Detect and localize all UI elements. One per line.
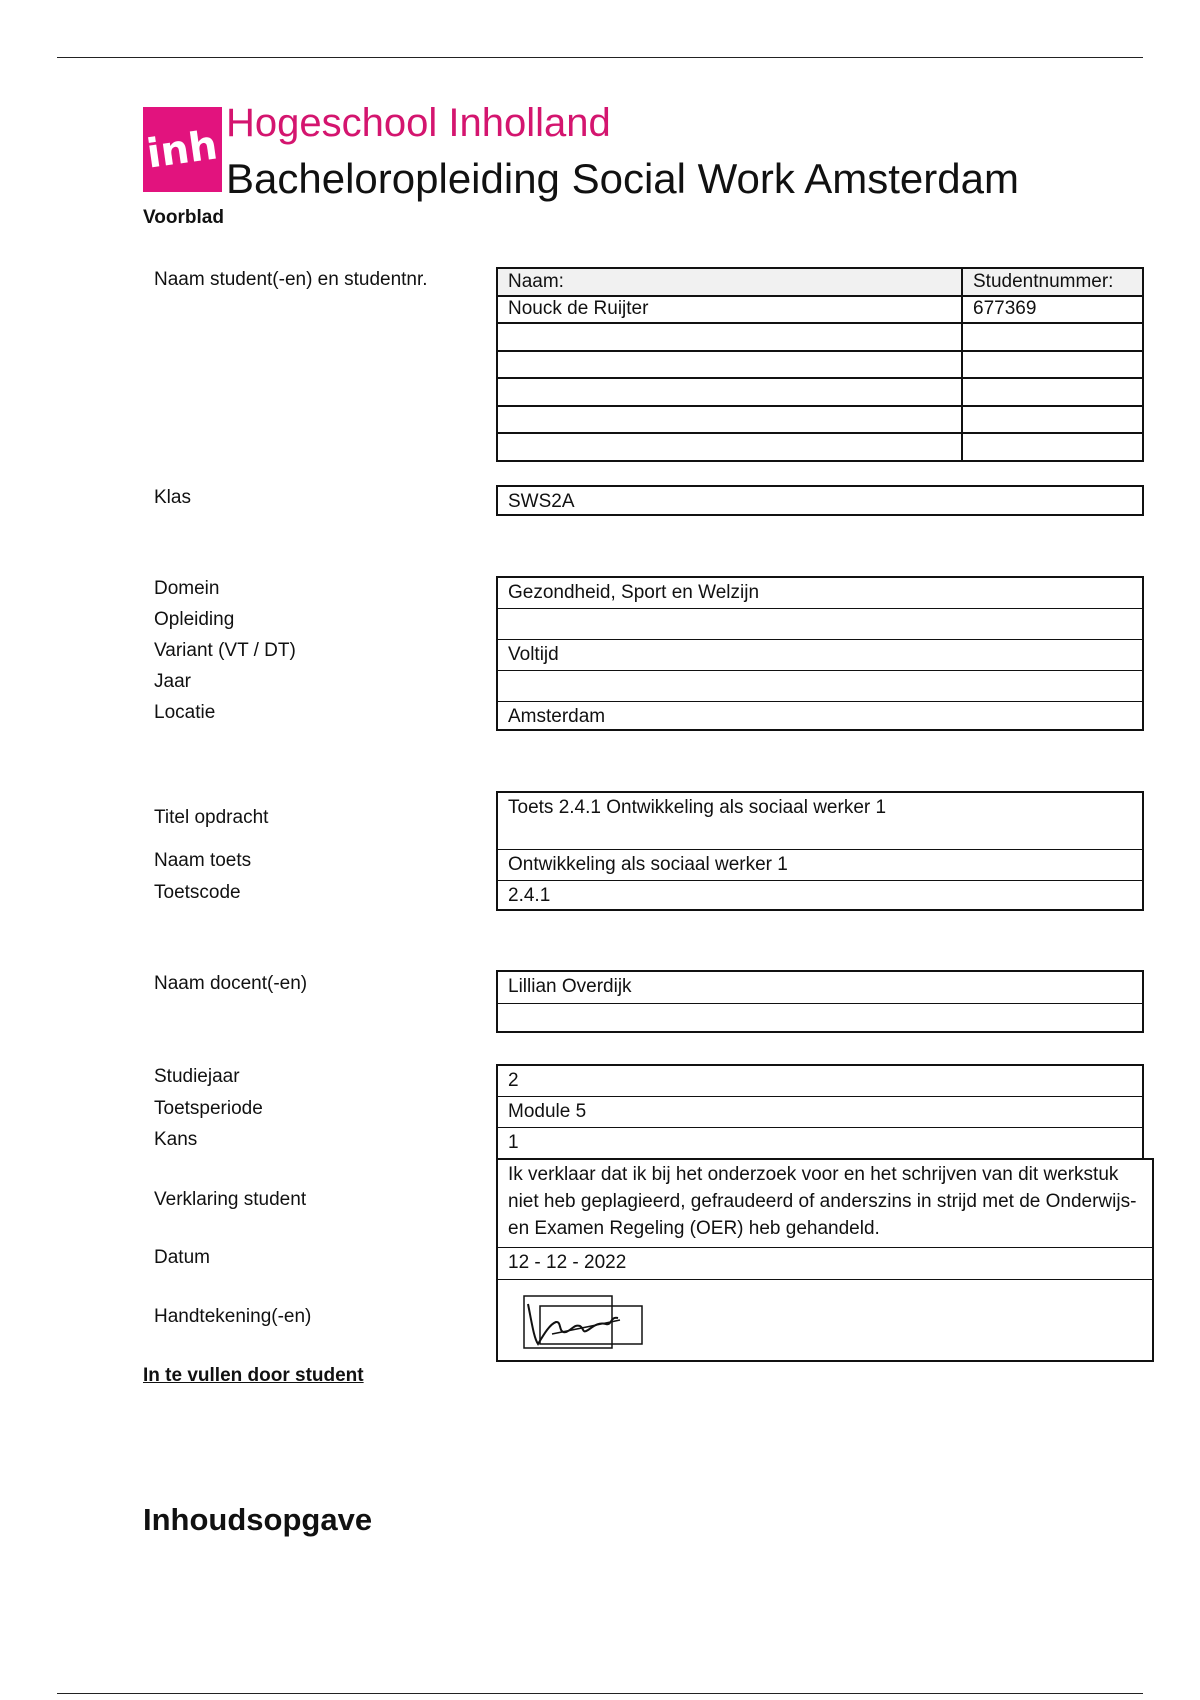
school-name: Hogeschool Inholland — [226, 101, 611, 145]
label-handtekening: Handtekening(-en) — [154, 1306, 312, 1327]
label-verklaring: Verklaring student — [154, 1189, 307, 1210]
table-row — [497, 296, 1143, 324]
naam-toets-field[interactable]: Ontwikkeling als sociaal werker 1 — [498, 850, 1142, 881]
label-kans: Kans — [154, 1129, 198, 1150]
student-name-cell[interactable] — [497, 433, 962, 461]
opleiding-field[interactable] — [498, 609, 1142, 640]
student-number-cell[interactable] — [962, 351, 1143, 379]
student-name-cell[interactable] — [497, 351, 962, 379]
student-number-cell[interactable] — [962, 378, 1143, 406]
header-studentnummer: Studentnummer: — [962, 268, 1143, 296]
students-table — [496, 267, 1144, 462]
student-number-cell[interactable] — [962, 323, 1143, 351]
table-row — [497, 378, 1143, 406]
student-name-cell[interactable] — [497, 378, 962, 406]
declaration-box — [496, 1158, 1154, 1362]
label-jaar: Jaar — [154, 671, 191, 692]
label-titel: Titel opdracht — [154, 807, 269, 828]
assignment-box — [496, 791, 1144, 911]
toetscode-field[interactable]: 2.4.1 — [508, 885, 551, 906]
label-variant: Variant (VT / DT) — [154, 640, 296, 661]
label-opleiding: Opleiding — [154, 609, 235, 630]
label-domein: Domein — [154, 578, 220, 599]
docent-field-1[interactable]: Lillian Overdijk — [498, 972, 1142, 1004]
table-row — [497, 433, 1143, 461]
titel-field[interactable]: Toets 2.4.1 Ontwikkeling als sociaal werker 1 — [498, 793, 1142, 850]
top-rule — [57, 57, 1143, 58]
klas-box — [496, 485, 1144, 516]
label-datum: Datum — [154, 1247, 210, 1268]
student-name-cell[interactable] — [497, 323, 962, 351]
signature-image — [522, 1294, 647, 1352]
student-name-cell[interactable]: Nouck de Ruijter — [497, 296, 962, 324]
section-label: Voorblad — [143, 207, 224, 228]
student-number-cell[interactable] — [962, 433, 1143, 461]
table-row — [497, 406, 1143, 434]
label-klas: Klas — [154, 487, 191, 508]
logo-text: inh — [144, 122, 221, 178]
locatie-field[interactable]: Amsterdam — [508, 706, 606, 727]
header-naam: Naam: — [497, 268, 962, 296]
docent-field-2[interactable] — [498, 1004, 1142, 1033]
program-name: Bacheloropleiding Social Work Amsterdam — [226, 155, 1019, 202]
fill-in-note: In te vullen door student — [143, 1365, 364, 1386]
table-header-row — [497, 268, 1143, 296]
table-row — [497, 323, 1143, 351]
student-number-cell[interactable] — [962, 406, 1143, 434]
klas-field[interactable]: SWS2A — [508, 491, 575, 512]
docent-box — [496, 970, 1144, 1033]
period-box — [496, 1064, 1144, 1160]
label-toetscode: Toetscode — [154, 882, 241, 903]
label-students: Naam student(-en) en studentnr. — [154, 269, 428, 290]
variant-field[interactable]: Voltijd — [498, 640, 1142, 671]
jaar-field[interactable] — [498, 671, 1142, 702]
datum-field[interactable]: 12 - 12 - 2022 — [498, 1248, 1152, 1280]
table-row — [497, 351, 1143, 379]
label-docent: Naam docent(-en) — [154, 973, 308, 994]
kans-field[interactable]: 1 — [508, 1132, 519, 1153]
label-naam-toets: Naam toets — [154, 850, 252, 871]
domein-field[interactable]: Gezondheid, Sport en Welzijn — [498, 578, 1142, 609]
inholland-logo — [143, 107, 222, 192]
student-name-cell[interactable] — [497, 406, 962, 434]
program-info-box — [496, 576, 1144, 731]
label-locatie: Locatie — [154, 702, 216, 723]
toetsperiode-field[interactable]: Module 5 — [498, 1097, 1142, 1128]
student-number-cell[interactable]: 677369 — [962, 296, 1143, 324]
verklaring-text: Ik verklaar dat ik bij het onderzoek voor en het schrijven van dit werkstuk niet heb geplagieerd, gefraudeerd of anderszins in strijd met de Onderwijs- en Examen Regeling (OER) heb gehandeld. — [498, 1160, 1152, 1248]
label-studiejaar: Studiejaar — [154, 1066, 240, 1087]
signature-field[interactable] — [498, 1280, 1152, 1362]
label-toetsperiode: Toetsperiode — [154, 1098, 263, 1119]
toc-heading: Inhoudsopgave — [143, 1502, 373, 1537]
studiejaar-field[interactable]: 2 — [498, 1066, 1142, 1097]
bottom-rule — [57, 1693, 1143, 1694]
